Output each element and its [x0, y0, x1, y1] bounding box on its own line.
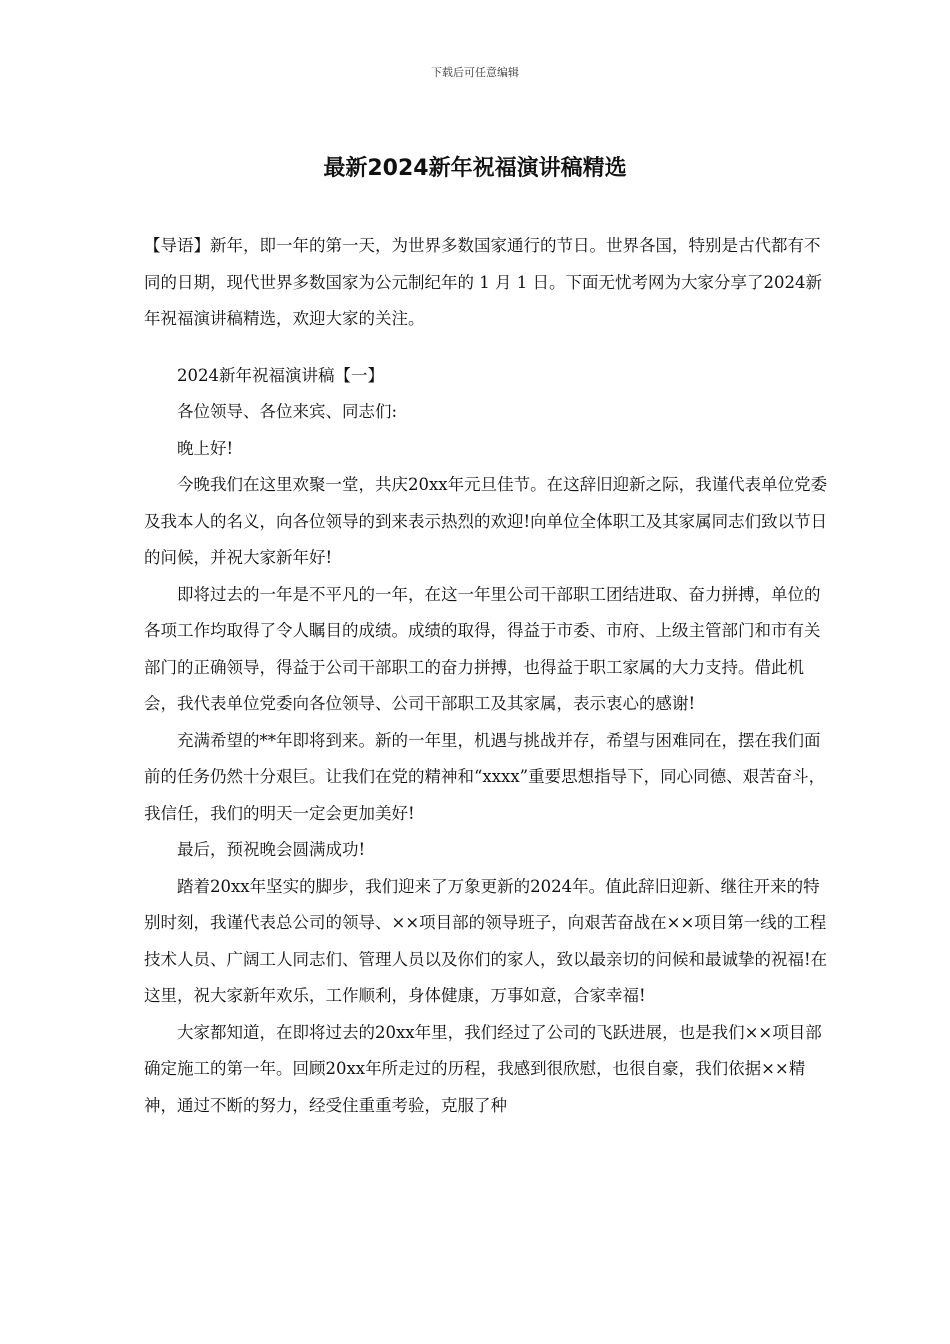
section-heading: 2024新年祝福演讲稿【一】 [177, 365, 384, 385]
salutation: 各位领导、各位来宾、同志们: [177, 402, 398, 421]
document-body [144, 228, 834, 1124]
body-paragraph: 充满希望的**年即将到来。新的一年里，机遇与挑战并存，希望与困难同在，摆在我们面前的任务仍然十分艰巨。让我们在党的精神和“xxxx”重要思想指导下，同心同德、艰苦奋斗，我信任，我们的明天一定会更加美好! [144, 730, 826, 823]
intro-paragraph: 【导语】新年，即一年的第一天，为世界多数国家通行的节日。世界各国，特别是古代都有不同的日期，现代世界多数国家为公元制纪年的 1 月 1 日。下面无忧考网为大家分享了2024新年祝福演讲稿精选，欢迎大家的关注。 [144, 236, 822, 328]
document-title: 最新2024新年祝福演讲稿精选 [323, 156, 627, 181]
greeting: 晚上好! [177, 438, 234, 458]
body-paragraph: 即将过去的一年是不平凡的一年，在这一年里公司干部职工团结进取、奋力拼搏，单位的各项工作均取得了令人瞩目的成绩。成绩的取得，得益于市委、市府、上级主管部门和市有关部门的正确领导，得益于公司干部职工的奋力拼搏，也得益于职工家属的大力支持。借此机会，我代表单位党委向各位领导、公司干部职工及其家属，表示衷心的感谢! [144, 584, 821, 713]
page-header-note: 下载后可任意编辑 [431, 66, 519, 79]
body-paragraph: 大家都知道，在即将过去的20xx年里，我们经过了公司的飞跃进展，也是我们××项目部确定施工的第一年。回顾20xx年所走过的历程，我感到很欣慰，也很自豪，我们依据××精神，通过不断的努力，经受住重重考验，克服了种 [144, 1022, 822, 1115]
body-paragraph: 踏着20xx年坚实的脚步，我们迎来了万象更新的2024年。值此辞旧迎新、继往开来的特别时刻，我谨代表总公司的领导、××项目部的领导班子，向艰苦奋战在××项目第一线的工程技术人员、广阔工人同志们、管理人员以及你们的家人，致以最亲切的问候和最诚挚的祝福!在这里，祝大家新年欢乐，工作顺利，身体健康，万事如意，合家幸福! [144, 876, 828, 1005]
body-paragraph: 最后，预祝晚会圆满成功! [177, 840, 366, 859]
body-paragraph: 今晚我们在这里欢聚一堂，共庆20xx年元旦佳节。在这辞旧迎新之际，我谨代表单位党委及我本人的名义，向各位领导的到来表示热烈的欢迎!向单位全体职工及其家属同志们致以节日的问候，并祝大家新年好! [144, 475, 828, 567]
